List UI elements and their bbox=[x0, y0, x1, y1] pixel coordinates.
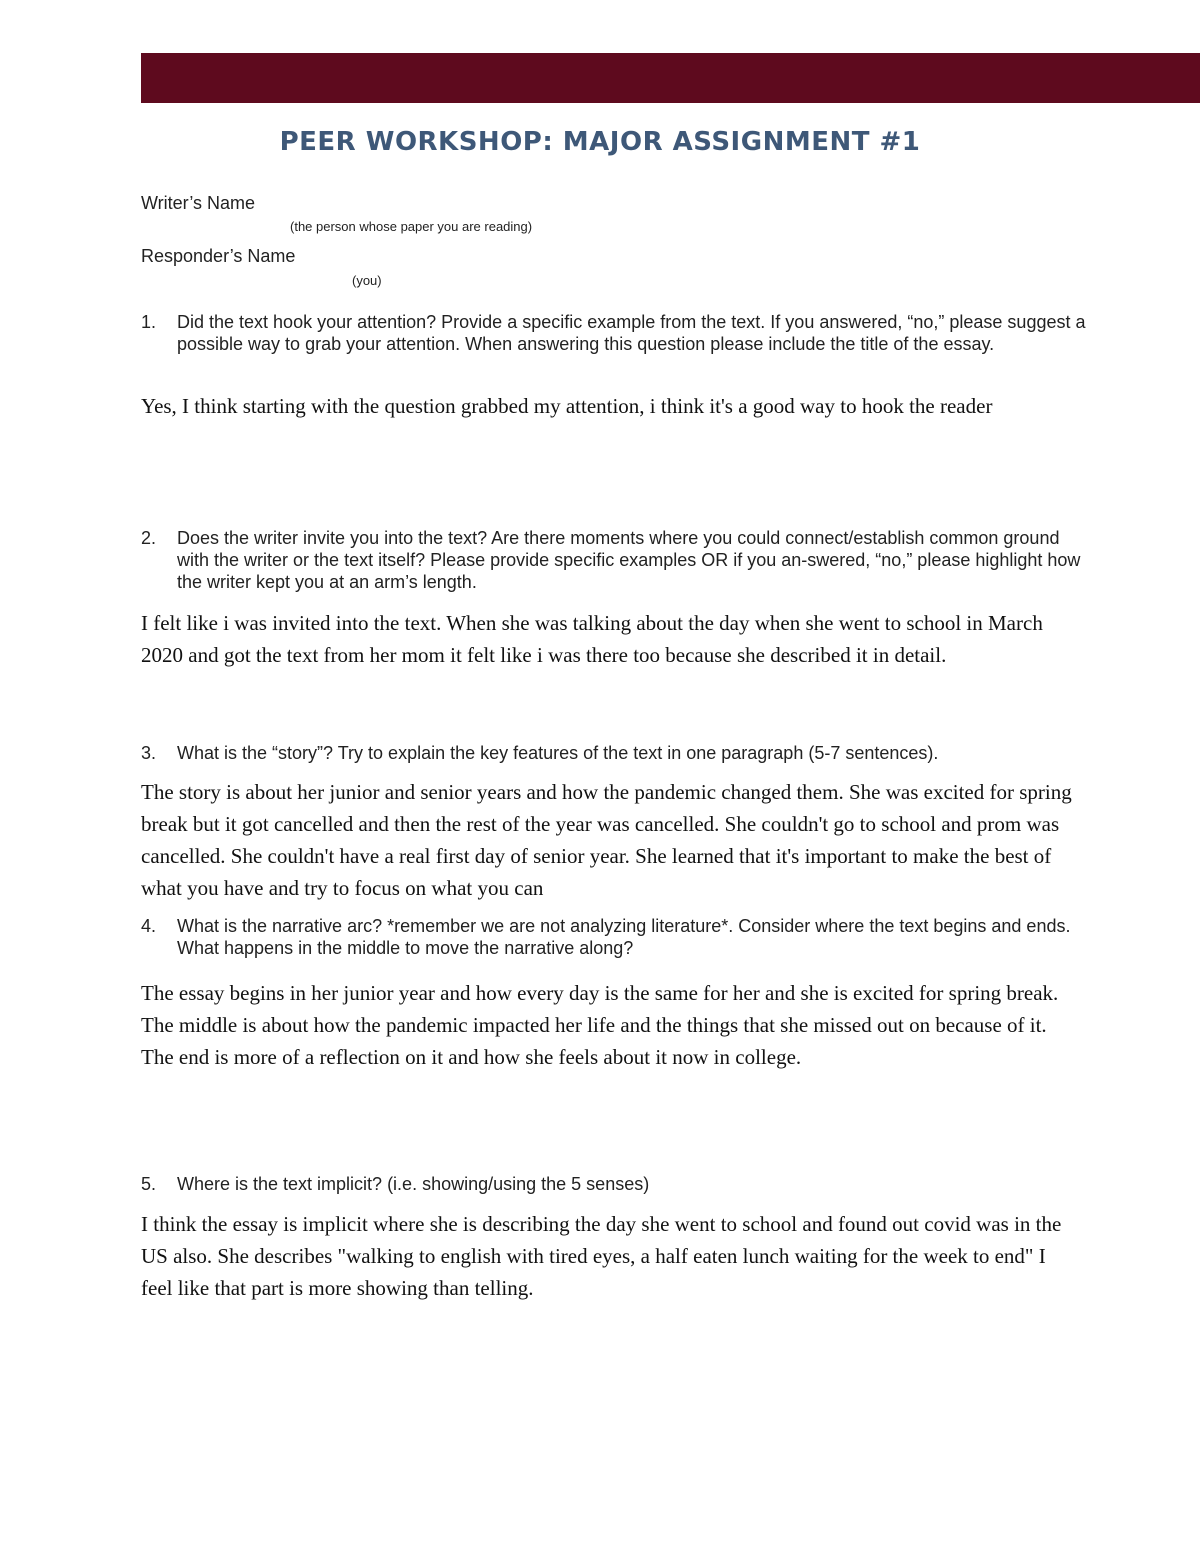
responder-name-hint: (you) bbox=[352, 273, 382, 288]
writer-name-label: Writer’s Name bbox=[141, 193, 256, 213]
question-4 bbox=[141, 915, 1086, 959]
answer-2: I felt like i was invited into the text. When she was talking about the day when she went to school in March 2020 and got the text from her mom it felt like i was there too because she described it in detail. bbox=[141, 611, 1043, 667]
answer-5: I think the essay is implicit where she is describing the day she went to school and found out covid was in the US also. She describes "walking to english with tired eyes, a half eaten lunch waiting for the week to end" I feel like that part is more showing than telling. bbox=[141, 1212, 1062, 1300]
question-text: What is the “story”? Try to explain the key features of the text in one paragraph (5-7 sentences). bbox=[177, 743, 939, 763]
question-text: Where is the text implicit? (i.e. showing/using the 5 senses) bbox=[177, 1174, 650, 1194]
question-2 bbox=[141, 527, 1086, 593]
answer-1: Yes, I think starting with the question grabbed my attention, i think it's a good way to hook the reader bbox=[141, 394, 993, 418]
question-number: 3. bbox=[141, 743, 157, 763]
page-title: PEER WORKSHOP: MAJOR ASSIGNMENT #1 bbox=[279, 127, 921, 157]
question-number: 2. bbox=[141, 528, 157, 548]
question-number: 4. bbox=[141, 916, 157, 936]
question-number: 1. bbox=[141, 312, 157, 332]
question-3 bbox=[141, 742, 1086, 764]
answer-3: The story is about her junior and senior years and how the pandemic changed them. She was excited for spring break but it got cancelled and then the rest of the year was cancelled. She couldn't go to school and prom was cancelled. She couldn't have a real first day of senior year. She learned that it's important to make the best of what you have and try to focus on what you can bbox=[141, 780, 1072, 900]
responder-name-label: Responder’s Name bbox=[141, 246, 296, 266]
question-1 bbox=[141, 311, 1086, 355]
header-bar bbox=[141, 53, 1200, 103]
question-text: Does the writer invite you into the text? Are there moments where you could connect/establish common ground with the writer or the text itself? Please provide specific examples OR if you an-swered, “no,” please highlight how the writer kept you at an arm’s length. bbox=[177, 528, 1081, 592]
question-number: 5. bbox=[141, 1174, 157, 1194]
question-5 bbox=[141, 1173, 1086, 1195]
answer-4: The essay begins in her junior year and how every day is the same for her and she is excited for spring break. The middle is about how the pandemic impacted her life and the things that she missed out on because of it. The end is more of a reflection on it and how she feels about it now in college. bbox=[141, 981, 1059, 1069]
writer-name-hint: (the person whose paper you are reading) bbox=[290, 219, 533, 234]
question-text: What is the narrative arc? *remember we are not analyzing literature*. Consider where the text begins and ends. What happens in the middle to move the narrative along? bbox=[177, 916, 1071, 958]
question-text: Did the text hook your attention? Provide a specific example from the text. If you answered, “no,” please suggest a possible way to grab your attention. When answering this question please include the title of the essay. bbox=[177, 312, 1086, 354]
